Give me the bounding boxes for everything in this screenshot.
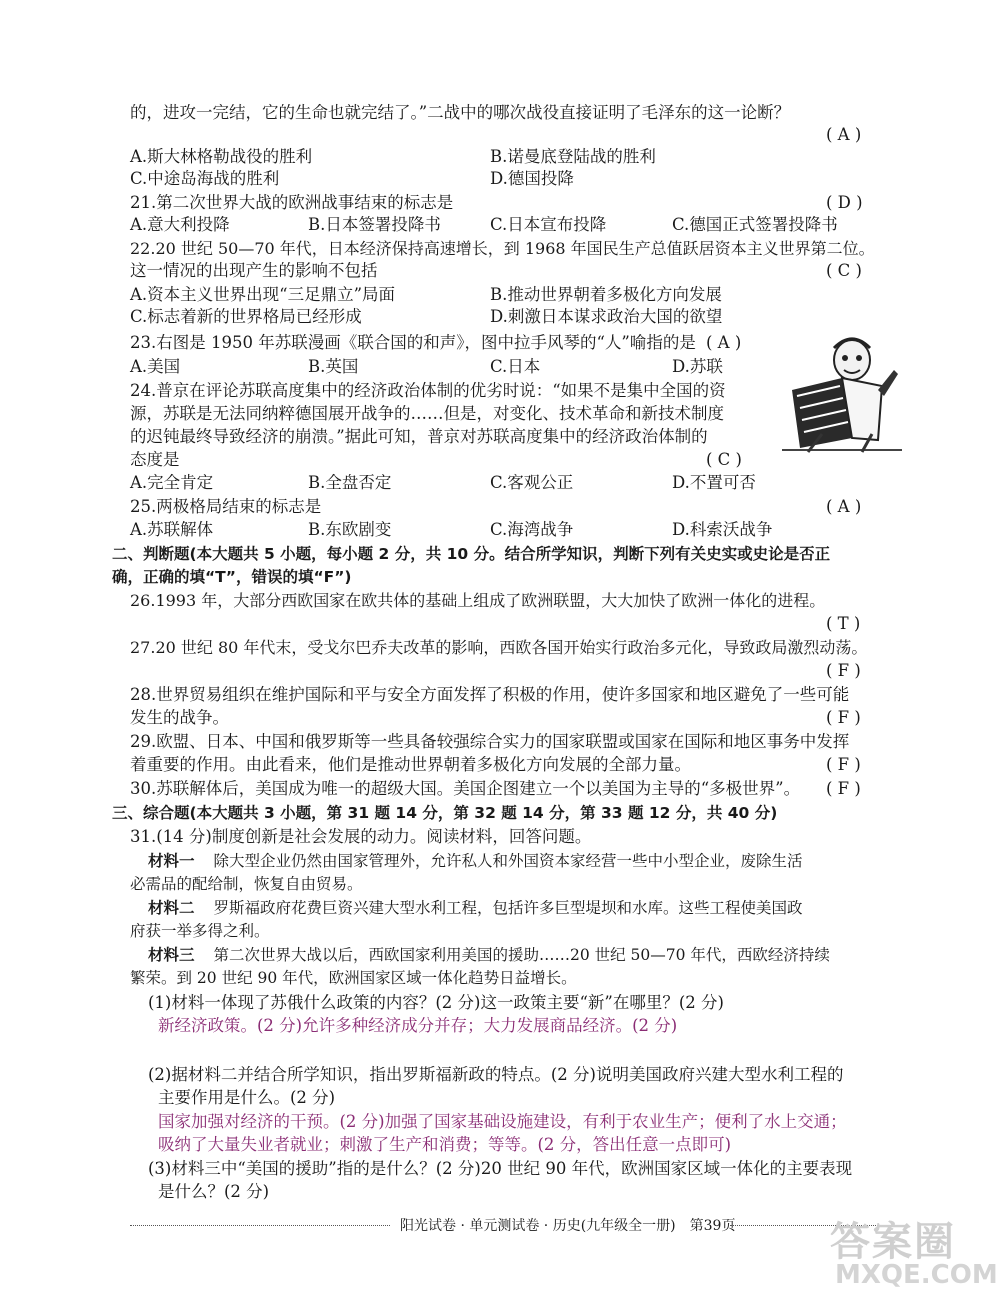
- q29-stem-1: 29.欧盟、日本、中国和俄罗斯等一些具备较强综合实力的国家联盟或国家在国际和地区事务中发挥: [130, 732, 850, 751]
- q24-option-a: A.完全肯定: [130, 473, 214, 492]
- q31-sub3-2: 是什么？(2 分): [158, 1182, 270, 1201]
- material-1-label: 材料一: [148, 851, 195, 870]
- q26-answer: ( T ): [826, 614, 861, 633]
- footer-text: 阳光试卷 · 单元测试卷 · 历史(九年级全一册) 第39页: [400, 1218, 736, 1234]
- q25-answer: ( A ): [826, 497, 862, 516]
- q28-stem-1: 28.世界贸易组织在维护国际和平与安全方面发挥了积极的作用，使许多国家和地区避免了一些可能: [130, 685, 850, 704]
- q23-option-d: D.苏联: [672, 357, 723, 376]
- q31-sub2-1: (2)据材料二并结合所学知识，指出罗斯福新政的特点。(2 分)说明美国政府兴建大型水利工程的: [148, 1065, 844, 1084]
- material-3-cont: 繁荣。到 20 世纪 90 年代，欧洲国家区域一体化趋势日益增长。: [130, 969, 577, 987]
- q24-option-d: D.不置可否: [672, 473, 756, 492]
- q30-stem: 30.苏联解体后，美国成为唯一的超级大国。美国企图建立一个以美国为主导的“多极世界”。: [130, 779, 801, 798]
- material-2-label: 材料二: [148, 898, 195, 917]
- q27-stem: 27.20 世纪 80 年代末，受戈尔巴乔夫改革的影响，西欧各国开始实行政治多元化，导致政局激烈动荡。: [130, 638, 868, 657]
- q25-option-d: D.科索沃战争: [672, 520, 773, 539]
- q25-option-a: A.苏联解体: [130, 520, 214, 539]
- q31-sub1-answer: 新经济政策。(2 分)允许多种经济成分并存；大力发展商品经济。(2 分): [158, 1016, 678, 1035]
- q24-stem-4: 态度是: [130, 450, 180, 469]
- q21-option-c: C.日本宣布投降: [490, 215, 607, 234]
- q31-sub3-1: (3)材料三中“美国的援助”指的是什么？(2 分)20 世纪 90 年代，欧洲国家区域一体化的主要表现: [148, 1159, 853, 1178]
- material-1: [148, 850, 802, 872]
- watermark-url: MXQE.COM: [835, 1260, 998, 1290]
- q29-stem-2: 着重要的作用。由此看来，他们是推动世界朝着多极化方向发展的全部力量。: [130, 755, 691, 774]
- q26-stem: 26.1993 年，大部分西欧国家在欧共体的基础上组成了欧洲联盟，大大加快了欧洲一体化的进程。: [130, 591, 826, 610]
- material-2: [148, 897, 802, 919]
- q25-option-c: C.海湾战争: [490, 520, 574, 539]
- q25-option-b: B.东欧剧变: [308, 520, 392, 539]
- material-2-cont: 府获一举多得之利。: [130, 922, 270, 940]
- q27-answer: ( F ): [826, 661, 861, 680]
- section-3-heading: 三、综合题(本大题共 3 小题，第 31 题 14 分，第 32 题 14 分，第 33 题 12 分，共 40 分): [112, 804, 778, 822]
- q24-option-b: B.全盘否定: [308, 473, 392, 492]
- q23-answer: ( A ): [706, 333, 742, 352]
- q22-answer: ( C ): [826, 261, 862, 280]
- q30-answer: ( F ): [826, 779, 861, 798]
- q29-answer: ( F ): [826, 755, 861, 774]
- material-3-label: 材料三: [148, 945, 195, 964]
- q31-sub2-answer-2: 吸纳了大量失业者就业；刺激了生产和消费；等等。(2 分，答出任意一点即可): [158, 1135, 732, 1154]
- q25-stem: 25.两极格局结束的标志是: [130, 497, 322, 516]
- material-3-text: 第二次世界大战以后，西欧国家利用美国的援助……20 世纪 50—70 年代，西欧经济持续: [213, 946, 830, 964]
- q31-sub1: (1)材料一体现了苏俄什么政策的内容？(2 分)这一政策主要“新”在哪里？(2 分): [148, 993, 724, 1012]
- q22-stem-2: 这一情况的出现产生的影响不包括: [130, 261, 378, 280]
- q21-option-d: C.德国正式签署投降书: [672, 215, 838, 234]
- material-1-cont: 必需品的配给制，恢复自由贸易。: [130, 875, 363, 893]
- material-2-text: 罗斯福政府花费巨资兴建大型水利工程，包括许多巨型堤坝和水库。这些工程使美国政: [213, 899, 803, 917]
- q31-sub2-2: 主要作用是什么。(2 分): [158, 1088, 336, 1107]
- q21-option-b: B.日本签署投降书: [308, 215, 441, 234]
- q23-stem: 23.右图是 1950 年苏联漫画《联合国的和声》，图中拉手风琴的“人”喻指的是: [130, 333, 696, 352]
- section-2-heading: 二、判断题(本大题共 5 小题，每小题 2 分，共 10 分。结合所学知识，判断下列有关史实或史论是否正: [112, 545, 831, 563]
- q23-option-b: B.英国: [308, 357, 359, 376]
- q21-option-a: A.意大利投降: [130, 215, 230, 234]
- q24-stem-2: 源，苏联是无法同纳粹德国展开战争的……但是，对变化、技术革命和新技术制度: [130, 404, 724, 423]
- material-1-text: 除大型企业仍然由国家管理外，允许私人和外国资本家经营一些中小型企业，废除生活: [213, 852, 803, 870]
- page-footer: [130, 1214, 900, 1238]
- watermark-logo: 答案圈: [830, 1219, 956, 1265]
- section-2-heading-cont: 确，正确的填“T”，错误的填“F”): [112, 568, 352, 586]
- q20-option-c: C.中途岛海战的胜利: [130, 169, 280, 188]
- q22-option-d: D.刺激日本谋求政治大国的欲望: [490, 307, 723, 326]
- cartoon-accordion-illustration: [782, 330, 902, 458]
- footer-rule-left: [130, 1225, 390, 1226]
- q22-option-b: B.推动世界朝着多极化方向发展: [490, 285, 722, 304]
- q31-sub2-answer-1: 国家加强对经济的干预。(2 分)加强了国家基础设施建设，有利于农业生产；便利了水上交通；: [158, 1112, 847, 1131]
- q31-stem: 31.(14 分)制度创新是社会发展的动力。阅读材料，回答问题。: [130, 827, 592, 846]
- q22-option-a: A.资本主义世界出现“三足鼎立”局面: [130, 285, 396, 304]
- q23-option-a: A.美国: [130, 357, 181, 376]
- q20-option-d: D.德国投降: [490, 169, 574, 188]
- material-3: [148, 944, 830, 966]
- q24-answer: ( C ): [706, 450, 742, 469]
- q24-option-c: C.客观公正: [490, 473, 574, 492]
- q28-answer: ( F ): [826, 708, 861, 727]
- q20-option-a: A.斯大林格勒战役的胜利: [130, 147, 313, 166]
- q22-stem-1: 22.20 世纪 50—70 年代，日本经济保持高速增长，到 1968 年国民生产总值跃居资本主义世界第二位。: [130, 239, 875, 258]
- q24-stem-3: 的迟钝最终导致经济的崩溃。”据此可知，普京对苏联高度集中的经济政治体制的: [130, 427, 708, 446]
- q20-stem-end: 的，进攻一完结，它的生命也就完结了。”二战中的哪次战役直接证明了毛泽东的这一论断？: [130, 103, 791, 122]
- q28-stem-2: 发生的战争。: [130, 708, 229, 727]
- q24-stem-1: 24.普京在评论苏联高度集中的经济政治体制的优劣时说：“如果不是集中全国的资: [130, 381, 726, 400]
- q20-option-b: B.诺曼底登陆战的胜利: [490, 147, 656, 166]
- q21-stem: 21.第二次世界大战的欧洲战事结束的标志是: [130, 193, 454, 212]
- q22-option-c: C.标志着新的世界格局已经形成: [130, 307, 362, 326]
- q20-answer: ( A ): [826, 125, 862, 144]
- q21-answer: ( D ): [826, 193, 863, 212]
- q23-option-c: C.日本: [490, 357, 541, 376]
